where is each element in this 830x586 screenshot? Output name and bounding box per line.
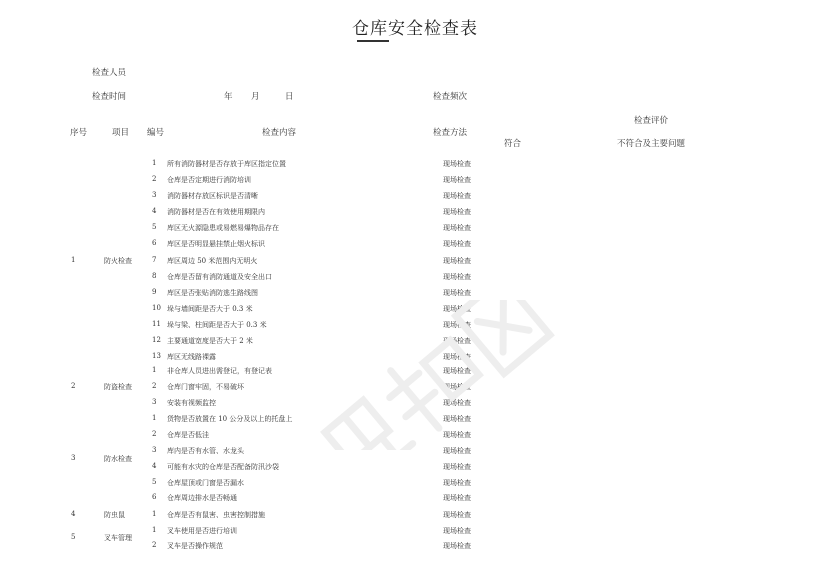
row-content: 仓库是否有鼠害、虫害控制措施	[167, 511, 265, 519]
row-method: 现场检查	[443, 479, 471, 487]
row-code: 10	[152, 304, 161, 312]
row-code: 3	[152, 446, 157, 454]
row-code: 1	[152, 510, 157, 518]
row-content: 库区周边 50 米范围内无明火	[167, 257, 258, 265]
row-code: 4	[152, 207, 157, 215]
row-method: 现场检查	[443, 494, 471, 502]
row-content: 叉车是否操作规范	[167, 542, 223, 550]
row-code: 3	[152, 191, 157, 199]
row-method: 现场检查	[443, 321, 471, 329]
row-code: 1	[152, 526, 157, 534]
row-method: 现场检查	[443, 431, 471, 439]
row-method: 现场检查	[443, 192, 471, 200]
column-header-method: 检查方法	[433, 128, 468, 138]
row-code: 3	[152, 398, 157, 406]
row-code: 5	[152, 478, 157, 486]
column-header-content: 检查内容	[262, 128, 297, 138]
group-seq: 4	[71, 510, 76, 518]
row-content: 库区无线路裸露	[167, 353, 216, 361]
row-code: 6	[152, 493, 157, 501]
row-content: 非仓库人员进出需登记，有登记表	[167, 367, 272, 375]
row-code: 7	[152, 256, 157, 264]
frequency-label: 检查频次	[433, 92, 468, 102]
row-content: 消防器材存放区标识是否清晰	[167, 192, 258, 200]
group-seq: 2	[71, 382, 76, 390]
row-code: 9	[152, 288, 157, 296]
year-label: 年	[224, 92, 233, 102]
row-method: 现场检查	[443, 176, 471, 184]
row-method: 现场检查	[443, 160, 471, 168]
row-code: 11	[152, 320, 161, 328]
group-item: 防水检查	[104, 455, 132, 463]
row-content: 仓库门窗牢固，不易破坏	[167, 383, 244, 391]
row-code: 2	[152, 541, 157, 549]
inspector-label: 检查人员	[92, 68, 127, 78]
row-method: 现场检查	[443, 224, 471, 232]
row-method: 现场检查	[443, 240, 471, 248]
group-item: 叉车管理	[104, 534, 132, 542]
column-header-seq: 序号	[70, 128, 88, 138]
watermark-graphic	[275, 300, 605, 450]
row-method: 现场检查	[443, 273, 471, 281]
row-code: 4	[152, 462, 157, 470]
row-code: 12	[152, 336, 161, 344]
row-code: 1	[152, 159, 157, 167]
row-method: 现场检查	[443, 257, 471, 265]
row-content: 所有消防器材是否存放于库区指定位置	[167, 160, 286, 168]
row-code: 8	[152, 272, 157, 280]
row-code: 5	[152, 223, 157, 231]
column-header-conform: 符合	[504, 139, 522, 149]
row-method: 现场检查	[443, 305, 471, 313]
row-code: 2	[152, 175, 157, 183]
row-content: 垛与梁、柱间距是否大于 0.3 米	[167, 321, 267, 329]
group-item: 防火检查	[104, 257, 132, 265]
row-method: 现场检查	[443, 447, 471, 455]
row-method: 现场检查	[443, 527, 471, 535]
row-method: 现场检查	[443, 463, 471, 471]
row-method: 现场检查	[443, 399, 471, 407]
row-code: 13	[152, 352, 161, 360]
row-content: 主要通道宽度是否大于 2 米	[167, 337, 253, 345]
row-content: 可能有水灾的仓库是否配备防汛沙袋	[167, 463, 279, 471]
row-method: 现场检查	[443, 337, 471, 345]
column-header-evaluation: 检查评价	[634, 116, 669, 126]
group-seq: 3	[71, 454, 76, 462]
row-method: 现场检查	[443, 542, 471, 550]
row-content: 仓库屋顶或门窗是否漏水	[167, 479, 244, 487]
row-content: 垛与墙间距是否大于 0.3 米	[167, 305, 253, 313]
row-content: 仓库是否定期进行消防培训	[167, 176, 251, 184]
row-method: 现场检查	[443, 353, 471, 361]
row-method: 现场检查	[443, 511, 471, 519]
row-method: 现场检查	[443, 208, 471, 216]
row-method: 现场检查	[443, 289, 471, 297]
row-content: 安装有视频监控	[167, 399, 216, 407]
row-method: 现场检查	[443, 383, 471, 391]
row-method: 现场检查	[443, 367, 471, 375]
group-seq: 5	[71, 533, 76, 541]
row-content: 仓库周边排水是否畅通	[167, 494, 237, 502]
row-code: 1	[152, 414, 157, 422]
row-method: 现场检查	[443, 415, 471, 423]
group-item: 防虫鼠	[104, 511, 125, 519]
title-underline	[357, 40, 389, 42]
day-label: 日	[285, 92, 294, 102]
row-content: 库区是否张贴消防逃生路线图	[167, 289, 258, 297]
row-code: 2	[152, 430, 157, 438]
row-code: 6	[152, 239, 157, 247]
row-content: 仓库是否低洼	[167, 431, 209, 439]
group-item: 防盗检查	[104, 383, 132, 391]
row-code: 2	[152, 382, 157, 390]
row-content: 货物是否放置在 10 公分及以上的托盘上	[167, 415, 293, 423]
page-title: 仓库安全检查表	[352, 19, 478, 39]
row-content: 消防器材是否在有效使用期限内	[167, 208, 265, 216]
row-content: 库区无火源隐患或易燃易爆物品存在	[167, 224, 279, 232]
time-label: 检查时间	[92, 92, 127, 102]
column-header-item: 项目	[112, 128, 130, 138]
column-header-code: 编号	[147, 128, 165, 138]
group-seq: 1	[71, 256, 76, 264]
row-content: 库区是否明显悬挂禁止烟火标识	[167, 240, 265, 248]
row-content: 仓库是否留有消防通道及安全出口	[167, 273, 272, 281]
month-label: 月	[251, 92, 260, 102]
row-content: 叉车使用是否进行培训	[167, 527, 237, 535]
row-content: 库内是否有水管、水龙头	[167, 447, 244, 455]
row-code: 1	[152, 366, 157, 374]
column-header-nonconform: 不符合及主要问题	[617, 139, 686, 149]
